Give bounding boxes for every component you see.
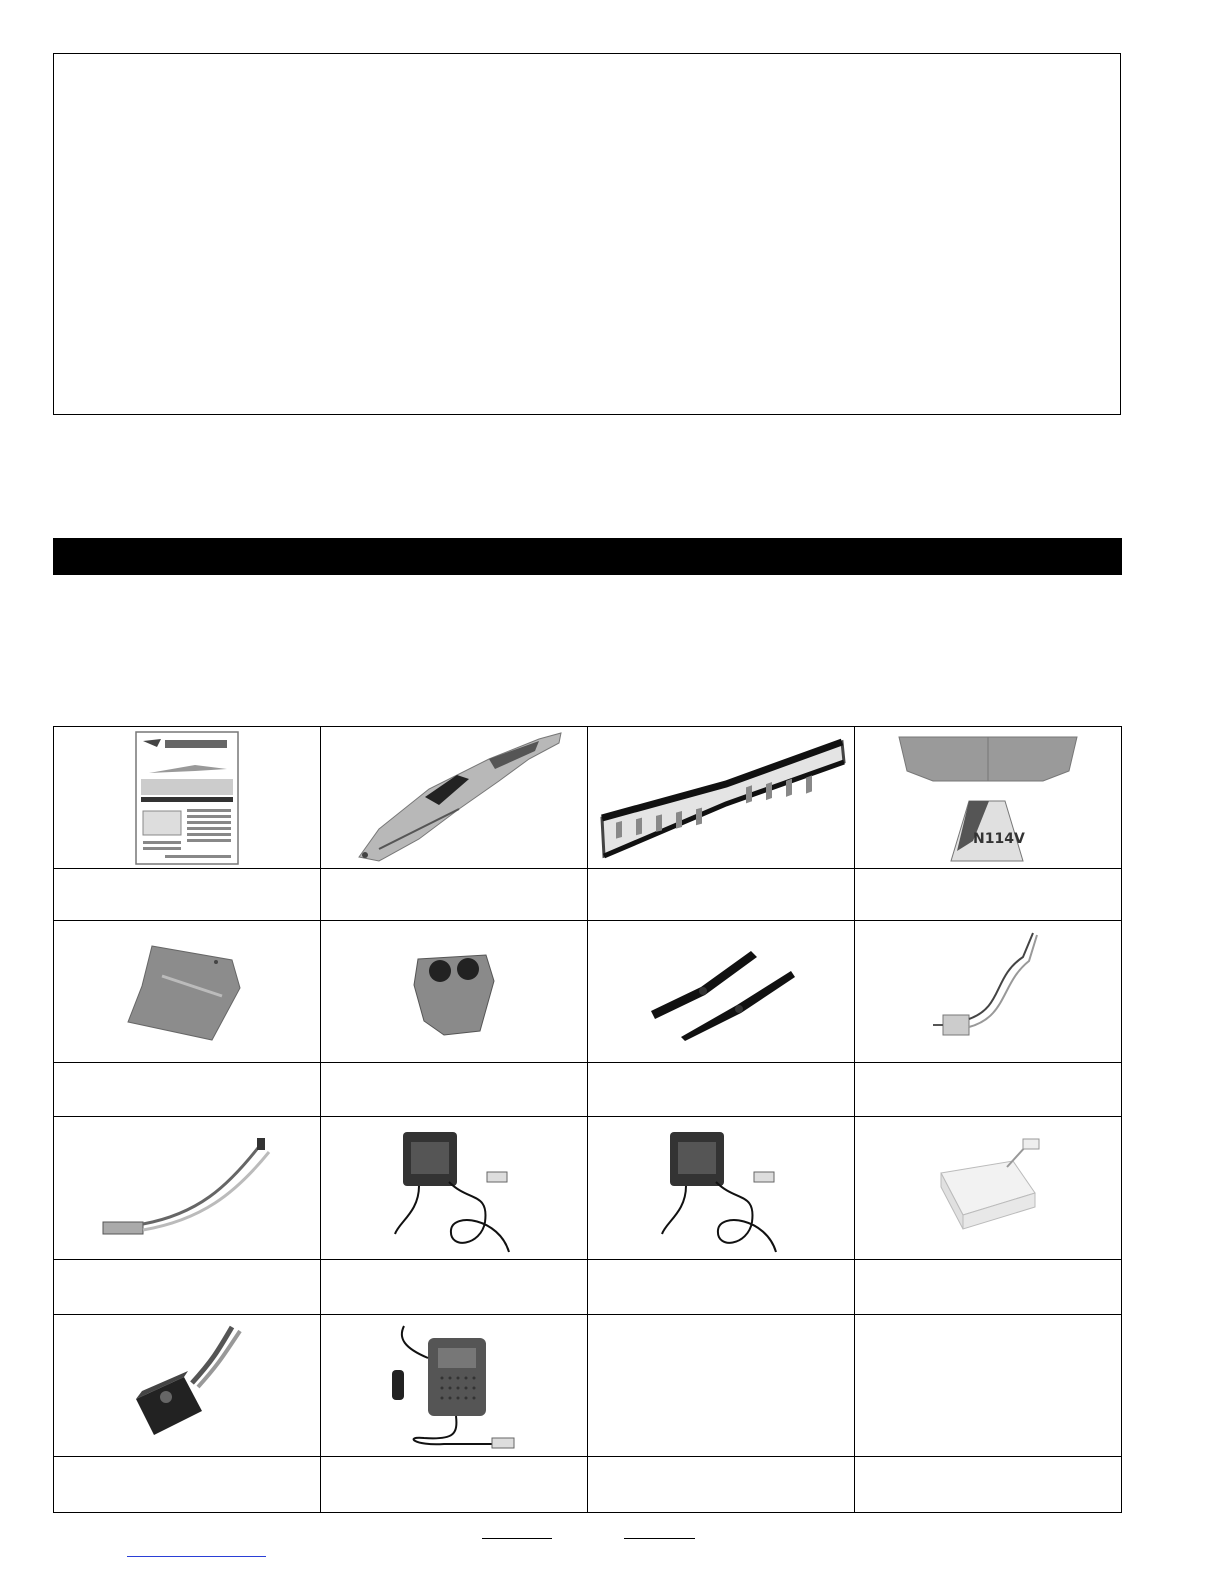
part-caption: [321, 869, 588, 920]
ac-charger-icon: [656, 1122, 786, 1254]
tail-surfaces-icon: [893, 731, 1083, 865]
part-image-cell: [321, 1315, 588, 1457]
part-image-cell: [855, 727, 1122, 869]
battery-pack-icon: [923, 1133, 1053, 1243]
footer-link-underline[interactable]: [127, 1556, 266, 1557]
part-image-cell: [588, 920, 855, 1062]
parts-grid: [53, 726, 1122, 1513]
part-image-cell: [54, 1117, 321, 1259]
ac-charger-icon: [389, 1122, 519, 1254]
part-caption: [588, 869, 855, 920]
part-image-cell: [855, 920, 1122, 1062]
part-caption: [321, 1457, 588, 1513]
part-caption: [855, 1457, 1122, 1513]
part-image-cell: [588, 727, 855, 869]
extension-lead-icon: [97, 1128, 277, 1248]
section-header-bar: [53, 538, 1122, 575]
part-caption: [321, 1259, 588, 1314]
part-image-cell: [855, 1315, 1122, 1457]
part-caption: [321, 1062, 588, 1116]
part-caption: [54, 1457, 321, 1513]
part-caption: [855, 1259, 1122, 1314]
propellers-icon: [641, 941, 801, 1041]
part-image-cell: [321, 727, 588, 869]
part-image-cell: [588, 1315, 855, 1457]
part-image-cell: [54, 1315, 321, 1457]
part-caption: [588, 1457, 855, 1513]
part-image-cell: [321, 920, 588, 1062]
part-image-cell: [855, 1117, 1122, 1259]
svg-text:N114V: N114V: [973, 830, 1025, 847]
instruction-manual-icon: [135, 731, 239, 865]
motor-icon: [923, 927, 1053, 1055]
part-caption: [588, 1259, 855, 1314]
footer-rule-left: [482, 1538, 552, 1539]
part-caption: [588, 1062, 855, 1116]
dc-car-charger-icon: [384, 1318, 524, 1454]
part-caption: [54, 1259, 321, 1314]
part-caption: [855, 1062, 1122, 1116]
wing-fairing-icon: [122, 936, 252, 1046]
part-image-cell: [588, 1117, 855, 1259]
footer-rule-right: [624, 1538, 695, 1539]
main-wing-icon: [596, 732, 846, 864]
part-caption: [54, 869, 321, 920]
fuselage-icon: [339, 729, 569, 867]
part-caption: [54, 1062, 321, 1116]
notice-box: [53, 53, 1121, 415]
servo-icon: [122, 1321, 252, 1451]
part-caption: [855, 869, 1122, 920]
part-image-cell: [321, 1117, 588, 1259]
motor-mount-icon: [404, 941, 504, 1041]
part-image-cell: [54, 920, 321, 1062]
part-image-cell: [54, 727, 321, 869]
